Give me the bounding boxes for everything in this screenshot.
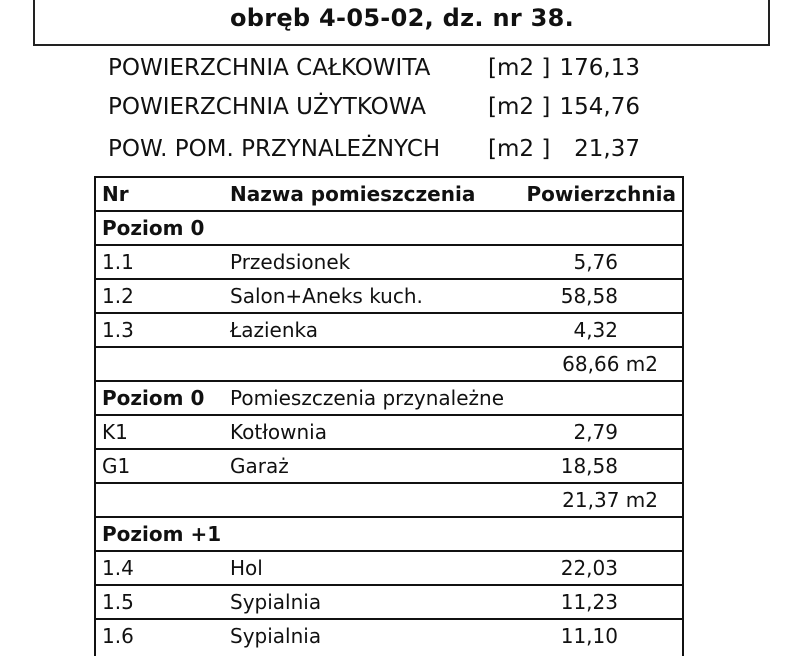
header-name: Nazwa pomieszczenia	[230, 182, 476, 206]
room-nr: 1.5	[102, 590, 134, 614]
room-area: 11,10	[560, 624, 618, 648]
summary-label: POWIERZCHNIA UŻYTKOWA	[108, 94, 426, 120]
section-row-auxiliary	[96, 382, 682, 416]
room-nr: K1	[102, 420, 128, 444]
room-nr: 1.6	[102, 624, 134, 648]
room-name: Garaż	[230, 454, 289, 478]
header-nr: Nr	[102, 182, 129, 206]
table-row	[96, 450, 682, 484]
table-row	[96, 416, 682, 450]
room-area: 5,76	[573, 250, 618, 274]
summary-label: POW. POM. PRZYNALEŻNYCH	[108, 136, 441, 162]
section-level: Poziom 0	[102, 386, 205, 410]
room-area: 18,58	[560, 454, 618, 478]
table-row	[96, 586, 682, 620]
section-row-level-1	[96, 518, 682, 552]
summary-unit: [m2 ]	[488, 94, 551, 120]
room-name: Łazienka	[230, 318, 319, 342]
room-name: Sypialnia	[230, 624, 322, 648]
subtotal-value: 21,37 m2	[562, 488, 658, 512]
subtotal-value: 68,66 m2	[562, 352, 658, 376]
table-header-row	[96, 178, 682, 212]
room-name: Salon+Aneks kuch.	[230, 284, 423, 308]
table-row	[96, 552, 682, 586]
page-title: obręb 4-05-02, dz. nr 38.	[229, 4, 575, 32]
room-nr: 1.3	[102, 318, 134, 342]
section-title: Pomieszczenia przynależne	[230, 386, 505, 410]
room-area: 4,32	[573, 318, 618, 342]
section-level: Poziom 0	[102, 216, 205, 240]
rooms-table	[94, 176, 684, 656]
summary-unit: [m2 ]	[488, 55, 551, 81]
summary-value: 21,37	[574, 136, 640, 162]
frame-bottom-border	[33, 44, 770, 46]
table-row	[96, 246, 682, 280]
room-name: Hol	[230, 556, 263, 580]
header-area: Powierzchnia	[526, 182, 676, 206]
summary-value: 154,76	[559, 94, 640, 120]
table-row	[96, 314, 682, 348]
room-area: 58,58	[560, 284, 618, 308]
room-name: Sypialnia	[230, 590, 322, 614]
table-row	[96, 620, 682, 654]
section-row-level-0	[96, 212, 682, 246]
subtotal-row	[96, 484, 682, 518]
room-area: 22,03	[560, 556, 618, 580]
room-nr: G1	[102, 454, 131, 478]
room-area: 11,23	[560, 590, 618, 614]
room-area: 2,79	[573, 420, 618, 444]
section-level: Poziom +1	[102, 522, 222, 546]
summary-value: 176,13	[559, 55, 640, 81]
subtotal-row	[96, 348, 682, 382]
room-nr: 1.4	[102, 556, 134, 580]
summary-unit: [m2 ]	[488, 136, 551, 162]
room-nr: 1.2	[102, 284, 134, 308]
table-row	[96, 280, 682, 314]
room-nr: 1.1	[102, 250, 134, 274]
summary-label: POWIERZCHNIA CAŁKOWITA	[108, 55, 431, 81]
room-name: Kotłownia	[230, 420, 327, 444]
room-name: Przedsionek	[230, 250, 351, 274]
